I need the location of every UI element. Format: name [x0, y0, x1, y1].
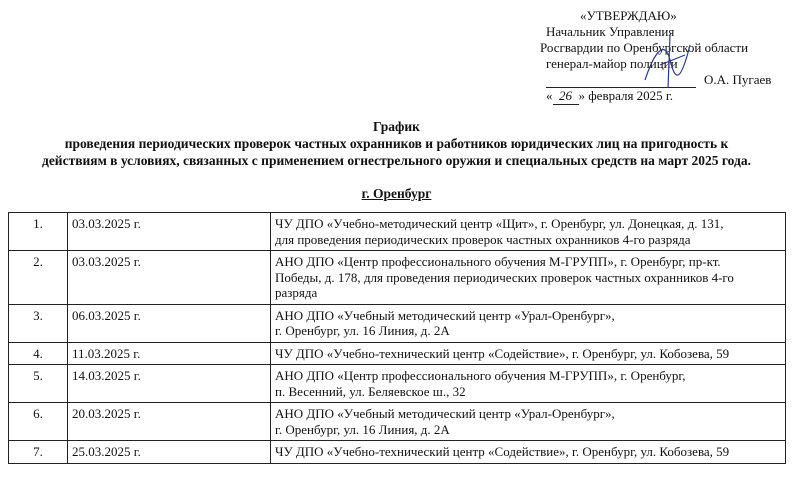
approval-name: О.А. Пугаев [704, 72, 772, 87]
title-line2: проведения периодических проверок частных охранников и работников юридических лиц на пригодность к [64, 136, 729, 151]
row-description [271, 213, 786, 251]
description-line: г. Оренбург, ул. 16 Линия, д. 2А [275, 421, 450, 437]
document-title [0, 118, 793, 169]
city-text: г. Оренбург [361, 186, 432, 201]
description-line: АНО ДПО «Учебный методический центр «Урал-Оренбург», [275, 406, 615, 421]
approval-date-open: « [546, 88, 553, 103]
row-date: 03.03.2025 г. [68, 213, 271, 251]
approval-position-line2: Росгвардии по Оренбургской области [540, 40, 749, 55]
row-number: 6. [9, 403, 68, 441]
row-description [271, 342, 786, 365]
row-description [271, 365, 786, 403]
row-date: 11.03.2025 г. [68, 342, 271, 365]
approval-date-rest: » февраля 2025 г. [578, 88, 674, 103]
approval-date [540, 88, 790, 105]
row-date: 20.03.2025 г. [68, 403, 271, 441]
approval-heading: «УТВЕРЖДАЮ» [580, 8, 677, 23]
table-row [9, 342, 786, 365]
row-description [271, 403, 786, 441]
table-row [9, 365, 786, 403]
row-number: 2. [9, 251, 68, 305]
title-line3: действиям в условиях, связанных с применением огнестрельного оружия и специальных средств на март 2025 года. [41, 153, 751, 168]
title-line1: График [373, 119, 420, 134]
row-description [271, 251, 786, 305]
description-line: разряда [275, 285, 318, 300]
description-line: АНО ДПО «Центр профессионального обучения М-ГРУПП», г. Оренбург, [275, 368, 686, 383]
approval-position-line1: Начальник Управления [546, 24, 675, 39]
row-number: 5. [9, 365, 68, 403]
schedule-table [8, 212, 786, 464]
description-line: АНО ДПО «Учебный методический центр «Урал-Оренбург», [275, 307, 615, 323]
description-line: г. Оренбург, ул. 16 Линия, д. 2А [275, 323, 450, 338]
city-heading [0, 186, 793, 202]
row-number: 3. [9, 304, 68, 342]
description-line: для проведения периодических проверок частных охранников 4-го разряда [275, 231, 691, 247]
table-row [9, 441, 786, 464]
row-date: 06.03.2025 г. [68, 304, 271, 342]
approval-rank: генерал-майор полиции [546, 56, 678, 71]
table-row [9, 213, 786, 251]
row-description [271, 441, 786, 464]
description-line: АНО ДПО «Центр профессионального обучения М-ГРУПП», г. Оренбург, пр-кт. [275, 254, 721, 269]
table-row [9, 304, 786, 342]
description-line: Победы, д. 178, для проведения периодических проверок частных охранников 4-го [275, 269, 734, 285]
row-number: 1. [9, 213, 68, 251]
row-number: 7. [9, 441, 68, 464]
description-line: ЧУ ДПО «Учебно-технический центр «Содействие», г. Оренбург, ул. Кобозева, 59 [275, 345, 730, 361]
approval-date-day: 26 [553, 88, 579, 105]
table-row [9, 403, 786, 441]
row-date: 03.03.2025 г. [68, 251, 271, 305]
row-date: 14.03.2025 г. [68, 365, 271, 403]
row-date: 25.03.2025 г. [68, 441, 271, 464]
row-description [271, 304, 786, 342]
handwritten-signature-icon [640, 30, 700, 90]
description-line: п. Весенний, ул. Беляевское ш., 32 [275, 383, 466, 399]
description-line: ЧУ ДПО «Учебно-методический центр «Щит», г. Оренбург, ул. Донецкая, д. 131, [275, 216, 724, 231]
description-line: ЧУ ДПО «Учебно-технический центр «Содействие», г. Оренбург, ул. Кобозева, 59 [275, 444, 730, 459]
row-number: 4. [9, 342, 68, 365]
table-row [9, 251, 786, 305]
